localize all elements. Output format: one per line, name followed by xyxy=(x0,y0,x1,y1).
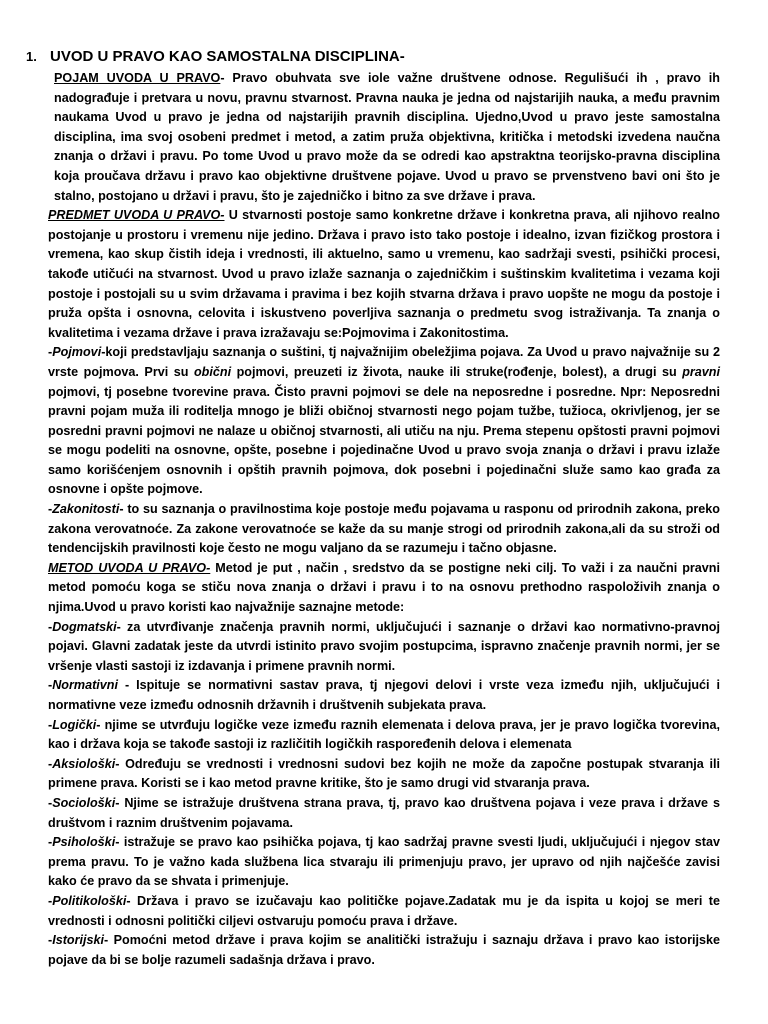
method-name: Normativni xyxy=(52,678,118,693)
term-obicni: obični xyxy=(193,364,232,379)
method-text: - Njime se istražuje društvena strana prava, tj, pravo kao društvena pojava i veze prava i države s društvom i raznim društvenim pojavama. xyxy=(48,795,720,830)
method-name: Dogmatski xyxy=(52,619,117,634)
paragraph-text: pojmovi, preuzeti iz života, nauke ili struke(rođenje, bolest), a drugi su xyxy=(231,364,683,379)
title-text: UVOD U PRAVO KAO SAMOSTALNA DISCIPLINA- xyxy=(50,48,405,65)
method-name: Istorijski xyxy=(52,933,104,948)
method-text: - Pomoćni metod države i prava kojim se analitički istražuju i saznaju država i pravo kao istorijske pojave da bi se bolje razumeli sadašnja država i pravo. xyxy=(48,933,720,967)
method-text: - Ispituje se normativni sastav prava, tj njegovi delovi i vrste veza između njih, uključujući i normativne veze između odnosnih državnih i društvenih subjekata prava. xyxy=(48,678,720,712)
page-title xyxy=(26,48,720,65)
title-number: 1. xyxy=(26,49,37,64)
method-name: Sociološki xyxy=(52,795,116,810)
method-text: - istražuje se pravo kao psihička pojava, tj kao sadržaj pravne svesti ljudi, uključujući i njegov stav prema pravu. To je važno kada službena lica stvaraju ili primenjuju pravo, jer upravo od njih najčešće zavisi kako će pravo da se shvata i primenjuje. xyxy=(48,835,720,889)
paragraph-text: Metod je put , način , sredstvo da se postigne neki cilj. To važi i za naučni pravni metod pomoću koga se stiču nova znanja o državi i pravu i to na osnovu prethodno raspoloživih znanja o njima.Uvod u pravo koristi kao najvažnije saznajne metode: xyxy=(48,560,720,615)
term-pravni: pravni xyxy=(682,364,720,379)
method-name: Logički xyxy=(52,717,97,732)
paragraph-text: - to su saznanja o pravilnostima koje postoje među pojavama u rasponu od prirodnih zakona, preko zakona verovatnoće. Za zakone verovatnoće se kaže da su manje strogi od prirodnih zakona,ali da su stroži od tendencijskih pravilnosti koje često ne mogu valjano da se razumeju i tačno objasne. xyxy=(48,502,720,556)
method-item: -Politikološki- Država i pravo se izučavaju kao političke pojave.Zadatak mu je da ispita u kojoj se meri te vrednosti i odnosni politički ciljevi ostvaruju pomoću prava i države. xyxy=(48,893,720,928)
method-text: - njime se utvrđuju logičke veze između raznih elemenata i delova prava, jer je pravo logička tvorevina, kao i država koja se takođe sastoji iz različitih logičkih raspoređenih delova i elemenata xyxy=(48,717,720,752)
paragraph-metod xyxy=(48,559,720,618)
method-text: - Određuju se vrednosti i vrednosni sudovi bez kojih ne može da započne postupak stvaranja ili primene prava. Koristi se i kao metod pravne kritike, što je samo drugi vid stvaranja prava. xyxy=(48,756,720,791)
method-item: -Logički- njime se utvrđuju logičke veze između raznih elemenata i delova prava, jer je pravo logička tvorevina, kao i država koja se takođe sastoji iz različitih logičkih raspoređenih delova i elemenata xyxy=(48,717,720,752)
section-heading-metod: METOD UVODA U PRAVO- xyxy=(48,560,211,575)
paragraph-pojmovi: -Pojmovi-koji predstavljaju saznanja o suštini, tj najvažnijim obeležjima pojava. Za Uvod u pravo najvažnije su 2 vrste pojmova. Prvi su obični pojmovi, preuzeti iz života, nauke ili struke(rođenje, bolest), a drugi su pravni pojmovi, tj posebne tvorevine prava. Čisto pravni pojmovi se dele na neposredne i posredne. Npr: Neposredni pravni pojam muža ili roditelja mnogo je bliži običnoj stvarnosti nego pojam tužbe, tužioca, okrivljenog, jer se posredni pravni pojmovi ne nalaze u običnoj stvarnosti, ali utiču na nju. Prema stepenu opštosti pravni pojmovi se mogu podeliti na osnovne, opšte, posebne i pojedinačne Uvod u pravo svoja znanja o državi i pravu izlaže samo korišćenjem osnovnih i opštih pravnih pojmova, dok posebni i pojedinačni služe samo kao građa za osnovne i opšte pojmove. xyxy=(48,345,720,497)
method-name: Psihološki xyxy=(52,835,116,850)
document-body xyxy=(48,69,720,970)
method-name: Politikološki xyxy=(52,893,127,908)
method-item: -Dogmatski- za utvrđivanje značenja pravnih normi, uključujući i saznanje o državi kao normativno-pravnoj pojavi. Glavni zadatak jeste da utvrdi istinito pravo svojim postupcima, ispravno značenje pravnih normi, jer se vršenje vlasti sastoji iz izdavanja i primene pravnih normi. xyxy=(48,619,720,673)
method-text: - Država i pravo se izučavaju kao političke pojave.Zadatak mu je da ispita u kojoj se meri te vrednosti i odnosni politički ciljevi ostvaruju pomoću prava i države. xyxy=(48,893,720,928)
method-item: -Psihološki- istražuje se pravo kao psihička pojava, tj kao sadržaj pravne svesti ljudi, uključujući i njegov stav prema pravu. To je važno kada službena lica stvaraju ili primenjuju pravo, jer upravo od njih najčešće zavisi kako će pravo da se shvata i primenjuje. xyxy=(48,835,720,889)
method-item: -Istorijski- Pomoćni metod države i prava kojim se analitički istražuju i saznaju država i pravo kao istorijske pojave da bi se bolje razumeli sadašnja država i pravo. xyxy=(48,933,720,967)
paragraph-text: -koji predstavljaju saznanja o suštini, tj najvažnijim obeležjima pojava. Za Uvod u pravo najvažnije su 2 vrste pojmova. Prvi su xyxy=(48,345,720,379)
method-item: -Sociološki- Njime se istražuje društvena strana prava, tj, pravo kao društvena pojava i veze prava i države s društvom i raznim društvenim pojavama. xyxy=(48,795,720,830)
term-pojmovi: Pojmovi xyxy=(52,345,102,360)
paragraph-zakonitosti: -Zakonitosti- to su saznanja o pravilnostima koje postoje među pojavama u rasponu od prirodnih zakona, preko zakona verovatnoće. Za zakone verovatnoće se kaže da su manje strogi od prirodnih zakona,ali da su stroži od tendencijskih pravilnosti koje često ne mogu valjano da se razumeju i tačno objasne. xyxy=(48,502,720,556)
methods-list xyxy=(48,618,720,971)
method-item: -Aksiološki- Određuju se vrednosti i vrednosni sudovi bez kojih ne može da započne postupak stvaranja ili primene prava. Koristi se i kao metod pravne kritike, što je samo drugi vid stvaranja prava. xyxy=(48,756,720,791)
paragraph-text: U stvarnosti postoje samo konkretne države i konkretna prava, ali njihovo realno postojanje u prostoru i vremenu nije jedino. Država i pravo isto tako postoje i idealno, izvan fizičkog prostora i vremena, kao skup čistih ideja i vrednosti, ili aktuelno, samo u vremenu, kao sadržaji svesti, psihički procesi, takođe utičući na stvarnost. Uvod u pravo izlaže saznanja o zajedničkim i suštinskim kvalitetima i vezama koji postoje i postojali su u svim državama i pravima i bez kojih stvarna država i pravo uopšte ne mogu da postoje i pruža opšta i osnovna, celovita i iskustveno poverljiva saznanja o predmetu svog istraživanja. Ta znanja o kvalitetima i vezama države i prava izražavaju se:Pojmovima i Zakonitostima. xyxy=(48,208,720,340)
method-item: -Normativni - Ispituje se normativni sastav prava, tj njegovi delovi i vrste veza između njih, uključujući i normativne veze između odnosnih državnih i društvenih subjekata prava. xyxy=(48,678,720,712)
paragraph-predmet xyxy=(48,206,720,343)
paragraph-text: pojmovi, tj posebne tvorevine prava. Čisto pravni pojmovi se dele na neposredne i posredne. Npr: Neposredni pravni pojam muža ili roditelja mnogo je bliži običnoj stvarnosti nego pojam tužbe, tužioca, okrivljenog, jer se posredni pravni pojmovi ne nalaze u običnoj stvarnosti, ali utiču na nju. Prema stepenu opštosti pravni pojmovi se mogu podeliti na osnovne, opšte, posebne i pojedinačne Uvod u pravo svoja znanja o državi i pravu izlaže samo korišćenjem osnovnih i opštih pravnih pojmova, dok posebni i pojedinačni služe samo kao građa za osnovne i opšte pojmove. xyxy=(48,384,720,497)
paragraph-pojam xyxy=(48,69,720,206)
method-text: - za utvrđivanje značenja pravnih normi, uključujući i saznanje o državi kao normativno-pravnoj pojavi. Glavni zadatak jeste da utvrdi istinito pravo svojim postupcima, ispravno značenje pravnih normi, jer se vršenje vlasti sastoji iz izdavanja i primene pravnih normi. xyxy=(48,619,720,673)
term-zakonitosti: Zakonitosti xyxy=(52,502,120,517)
method-name: Aksiološki xyxy=(52,756,116,771)
paragraph-text: - Pravo obuhvata sve iole važne društvene odnose. Regulišući ih , pravo ih nadograđuje i pretvara u novu, pravnu stvarnost. Pravna nauka je jedna od najstarijih nauka, a među pravnim naukama Uvod u pravo je jedna od najstarijih pravnih disciplina. Ujedno,Uvod u pravo jeste samostalna disciplina, ima svoj osobeni predmet i metod, a zatim pruža objektivna, kritička i metodski izvedena naučna znanja o državi i pravu. Po tome Uvod u pravo može da se odredi kao apstraktna teorijsko-pravna disciplina koja proučava državu i pravo kao objektivne društvene pojave. Uvod u pravo se prvenstveno bavi oni što je stalno, postojano u državi i pravu, što je zajedničko i bitno za sve države i prava. xyxy=(54,71,720,203)
section-heading-predmet: PREDMET UVODA U PRAVO- xyxy=(48,208,225,223)
section-heading-pojam: POJAM UVODA U PRAVO xyxy=(54,71,221,85)
